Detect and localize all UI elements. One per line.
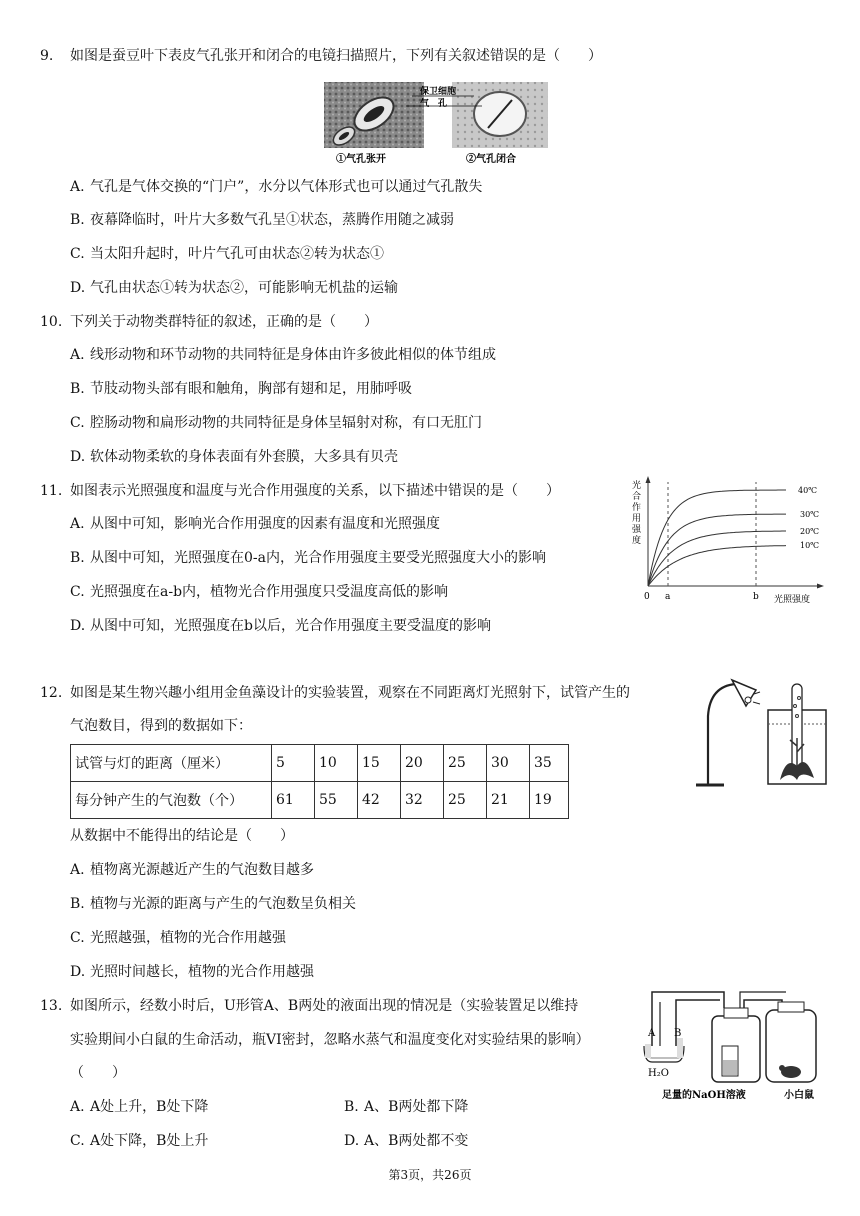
x-tick-b: b — [753, 592, 759, 602]
table-header-cell: 试管与灯的距离（厘米） — [71, 745, 272, 782]
q10-option-d: D. 软体动物柔软的身体表面有外套膜，大多具有贝壳 — [70, 449, 398, 465]
question-number: 13. — [40, 998, 63, 1014]
q13-option-b: B. A、B两处都下降 — [344, 1099, 469, 1115]
q10-option-c: C. 腔肠动物和扁形动物的共同特征是身体呈辐射对称，有口无肛门 — [70, 415, 482, 431]
series-label: 30℃ — [800, 510, 820, 519]
table-row — [71, 745, 569, 782]
q12-sub-question: 从数据中不能得出的结论是（ ） — [70, 828, 294, 844]
q11-option-a: A. 从图中可知，影响光合作用强度的因素有温度和光照强度 — [70, 516, 440, 532]
question-number: 11. — [40, 483, 63, 499]
naoh-label: 足量的NaOH溶液 — [662, 1090, 746, 1101]
table-cell: 19 — [530, 782, 569, 819]
question-number: 9. — [40, 48, 54, 64]
q9-option-d: D. 气孔由状态①转为状态②，可能影响无机盐的运输 — [70, 280, 398, 296]
table-cell: 32 — [401, 782, 444, 819]
series-label: 20℃ — [800, 526, 820, 536]
caption-open: ①气孔张开 — [336, 154, 386, 165]
data-table — [70, 744, 569, 819]
table-row — [71, 782, 569, 819]
table-cell: 10 — [315, 745, 358, 782]
table-cell: 25 — [444, 782, 487, 819]
x-tick-a: a — [665, 592, 671, 602]
table-cell: 5 — [272, 745, 315, 782]
series-label: 40℃ — [798, 486, 818, 495]
stoma-label: 气 孔 — [420, 99, 448, 109]
caption-closed: ②气孔闭合 — [466, 154, 516, 165]
q12-option-b: B. 植物与光源的距离与产生的气泡数呈负相关 — [70, 896, 356, 912]
q12-stem-line2: 气泡数目，得到的数据如下： — [70, 718, 252, 734]
q11-option-d: D. 从图中可知，光照强度在b以后，光合作用强度主要受温度的影响 — [70, 618, 491, 634]
table-cell: 21 — [487, 782, 530, 819]
stomata-figure — [322, 80, 554, 168]
question-text: 如图表示光照强度和温度与光合作用强度的关系，以下描述中错误的是（ ） — [70, 483, 560, 499]
table-cell: 25 — [444, 745, 487, 782]
h2o-label: H₂O — [648, 1068, 669, 1079]
table-cell: 30 — [487, 745, 530, 782]
page-footer: 第3页，共26页 — [388, 1168, 472, 1182]
question-13-stem — [40, 996, 578, 1016]
table-cell: 55 — [315, 782, 358, 819]
x-axis-label: 光照强度 — [774, 595, 811, 605]
y-axis-label: 光合作用强度 — [632, 481, 642, 546]
q9-option-b: B. 夜幕降临时，叶片大多数气孔呈①状态，蒸腾作用随之减弱 — [70, 212, 454, 228]
q12-option-d: D. 光照时间越长，植物的光合作用越强 — [70, 964, 314, 980]
question-11-stem — [40, 481, 560, 501]
mouse-label: 小白鼠 — [784, 1090, 814, 1101]
q13-option-d: D. A、B两处都不变 — [344, 1133, 469, 1149]
table-cell: 61 — [272, 782, 315, 819]
question-text: 如图是蚕豆叶下表皮气孔张开和闭合的电镜扫描照片，下列有关叙述错误的是（ ） — [70, 48, 602, 64]
question-number: 10. — [40, 314, 63, 330]
lamp-bulb — [745, 697, 751, 703]
question-number: 12. — [40, 685, 63, 701]
q13-option-a: A. A处上升，B处下降 — [70, 1099, 209, 1115]
question-10-stem — [40, 312, 378, 332]
q10-option-a: A. 线形动物和环节动物的共同特征是身体由许多彼此相似的体节组成 — [70, 347, 496, 363]
x-tick-0: 0 — [644, 592, 650, 602]
q11-option-c: C. 光照强度在a-b内，植物光合作用强度只受温度高低的影响 — [70, 584, 449, 600]
table-cell: 35 — [530, 745, 569, 782]
series-line — [648, 546, 786, 586]
question-text: 如图所示，经数小时后，U形管A、B两处的液面出现的情况是（实验装置足以维持 — [70, 998, 579, 1014]
q13-stem-line2: 实验期间小白鼠的生命活动，瓶VI密封，忽略水蒸气和温度变化对实验结果的影响） — [70, 1032, 590, 1048]
table-cell: 15 — [358, 745, 401, 782]
q13-stem-line3: （ ） — [70, 1065, 126, 1081]
q9-option-a: A. 气孔是气体交换的“门户”，水分以气体形式也可以通过气孔散失 — [70, 179, 483, 195]
q9-option-c: C. 当太阳升起时，叶片气孔可由状态②转为状态① — [70, 246, 384, 262]
photosynthesis-chart — [626, 474, 826, 608]
series-line — [648, 490, 786, 586]
question-text: 下列关于动物类群特征的叙述，正确的是（ ） — [70, 314, 378, 330]
table-header-cell: 每分钟产生的气泡数（个） — [71, 782, 272, 819]
guard-cell-label: 保卫细胞 — [420, 87, 457, 97]
q11-option-b: B. 从图中可知，光照强度在0-a内，光合作用强度主要受光照强度大小的影响 — [70, 550, 546, 566]
u-tube-label-b: B — [674, 1028, 682, 1039]
u-tube-label-a: A — [648, 1028, 656, 1039]
q12-option-c: C. 光照越强，植物的光合作用越强 — [70, 930, 286, 946]
lamp-apparatus-figure — [690, 676, 830, 788]
u-tube-apparatus-figure — [634, 986, 834, 1102]
lamp-shade — [732, 680, 756, 706]
series-label: 10℃ — [800, 541, 820, 551]
series-line — [648, 514, 786, 586]
table-cell: 42 — [358, 782, 401, 819]
x-axis-arrow — [817, 584, 824, 589]
q13-option-c: C. A处下降，B处上升 — [70, 1133, 209, 1149]
lamp-arm — [708, 684, 736, 784]
question-text: 如图是某生物兴趣小组用金鱼藻设计的实验装置，观察在不同距离灯光照射下，试管产生的 — [70, 685, 630, 701]
question-9-stem — [40, 46, 602, 66]
q12-option-a: A. 植物离光源越近产生的气泡数目越多 — [70, 862, 314, 878]
y-axis-arrow — [646, 476, 651, 483]
table-cell: 20 — [401, 745, 444, 782]
question-12-stem — [40, 683, 630, 703]
q10-option-b: B. 节肢动物头部有眼和触角，胸部有翅和足，用肺呼吸 — [70, 381, 412, 397]
